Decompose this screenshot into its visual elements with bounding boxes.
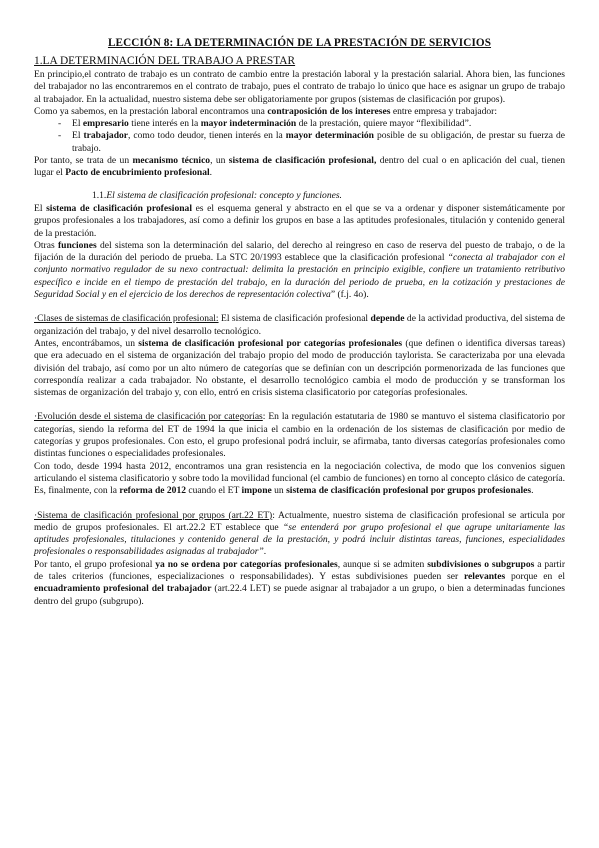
interests-list <box>34 118 565 155</box>
paragraph-clases: ·Clases de sistemas de clasificación profesional: El sistema de clasificación profesional depende de la actividad productiva, del sistema de organización del trabajo, y del nivel desarrollo tecnológico. <box>34 313 566 337</box>
list-item-trabajador: - El trabajador, como todo deudor, tienen interés en la mayor determinación posible de su obligación, de prestar su fuerza de trabajo. <box>58 130 565 154</box>
paragraph-reforma: Con todo, desde 1994 hasta 2012, encontramos una gran resistencia en la negociación colectiva, de modo que los convenios siguen articulando el sistema clasificatorio y sobre todo la movilidad funcional (el cambio de funciones) en torno al concepto clásico de categoría. Es, finalmente, con la reforma de 2012 cuando el ET impone un sistema de clasificación profesional por grupos profesionales. <box>34 460 565 497</box>
paragraph-grupos: ·Sistema de clasificación profesional por grupos (art.22 ET): Actualmente, nuestro sistema de clasificación profesional se articula por medio de grupos profesionales. El art.22.2 ET establece que “se entenderá por grupo profesional el que agrupe unitariamente las aptitudes profesionales, titulaciones y contenido general de la prestación, y podrá incluir distintas tareas, funciones, especialidades profesionales o responsabilidades asignadas al trabajador”. <box>34 509 565 558</box>
paragraph-subgrupos: Por tanto, el grupo profesional ya no se ordena por categorías profesionales, aunque si se admiten subdivisiones o subgrupos a partir de tales criterios (funciones, especializaciones o responsabilidades). Y estas subdivisiones pueden ser relevantes porque en el encuadramiento profesional del trabajador (art.22.4 LET) se puede asignar al trabajador a un grupo, o bien a determinadas funciones dentro del grupo (subgrupo). <box>34 558 566 607</box>
lesson-title: LECCIÓN 8: LA DETERMINACIÓN DE LA PRESTACIÓN DE SERVICIOS <box>107 37 492 49</box>
paragraph-categorias: Antes, encontrábamos, un sistema de clasificación profesional por categorías profesionales (que definen o identifica diversas tareas) que era adecuado en el sistema de organización del trabajo propio del modo de producción taylorista. Se caracterizaba por una elevada división del trabajo, así como por un alto número de categorías que se definían con un descripción pormenorizada de las funciones que correspondía realizar a cada trabajador. No obstante, el desarrollo tecnológico cambia el modo de producción y se transforman los sistemas de organización del trabajo y, con ello, entró en crisis sistema clasificatorio por categorías profesionales. <box>34 337 565 399</box>
subsection-heading-1-1: 1.1.El sistema de clasificación profesional: concepto y funciones. <box>92 189 342 201</box>
paragraph-functions: Otras funciones del sistema son la determinación del salario, del derecho al reingreso en caso de reserva del puesto de trabajo, o de la fijación de la duración del periodo de prueba. La STC 20/1993 establece que la clasificación profesional “conecta al trabajador con el conjunto normativo regulador de su nexo contractual: delimita la prestación en principio exigible, confiere un tratamiento retributivo específico e incide en el tiempo de prestación del trabajo, en la duración del periodo de prueba, en la cotización y prestaciones de Seguridad Social y en el ejercicio de los derechos de representación colectiva” (f.j. 4o). <box>34 239 565 301</box>
paragraph-definition: El sistema de clasificación profesional es el esquema general y abstracto en el que se va a ordenar y disponer sistemáticamente por grupos profesionales a los trabajadores, así como a definir los grupos en base a las aptitudes profesionales, titulación y contenido general de la prestación. <box>34 202 565 239</box>
section-heading-1: 1.LA DETERMINACIÓN DEL TRABAJO A PRESTAR <box>34 55 296 67</box>
paragraph-mecanismo: Por tanto, se trata de un mecanismo técnico, un sistema de clasificación profesional, dentro del cual o en aplicación del cual, tienen lugar el Pacto de encubrimiento profesional. <box>34 155 565 179</box>
paragraph-interests: Como ya sabemos, en la prestación laboral encontramos una contraposición de los intereses entre empresa y trabajador: <box>34 105 498 117</box>
list-item-empresario: - El empresario tiene interés en la mayor indeterminación de la prestación, quiere mayor “flexibilidad”. <box>58 118 472 130</box>
paragraph-evolucion: ·Evolución desde el sistema de clasificación por categorías: En la regulación estatutaria de 1980 se mantuvo el sistema clasificatorio por categorías, siendo la reforma del ET de 1994 la que inicia el cambio en la ordenación de los sistemas de clasificación por medio de categorías y grupos profesionales. Con esto, el grupo profesional podrá incluir, se afirmaba, tanto diversas categorías profesionales como distintas funciones o especialidades profesionales. <box>34 411 566 460</box>
paragraph-contract-intro: En principio,el contrato de trabajo es un contrato de cambio entre la prestación laboral y la prestación salarial. Ahora bien, las funciones del trabajador no las encontraremos en el contrato de trabajo, pues el contrato de trabajo lo único que hace es asignar un grupo de trabajo al trabajador. En la actualidad, nuestro sistema debe ser obligatoriamente por grupos (sistemas de clasificación por grupos). <box>34 69 565 105</box>
